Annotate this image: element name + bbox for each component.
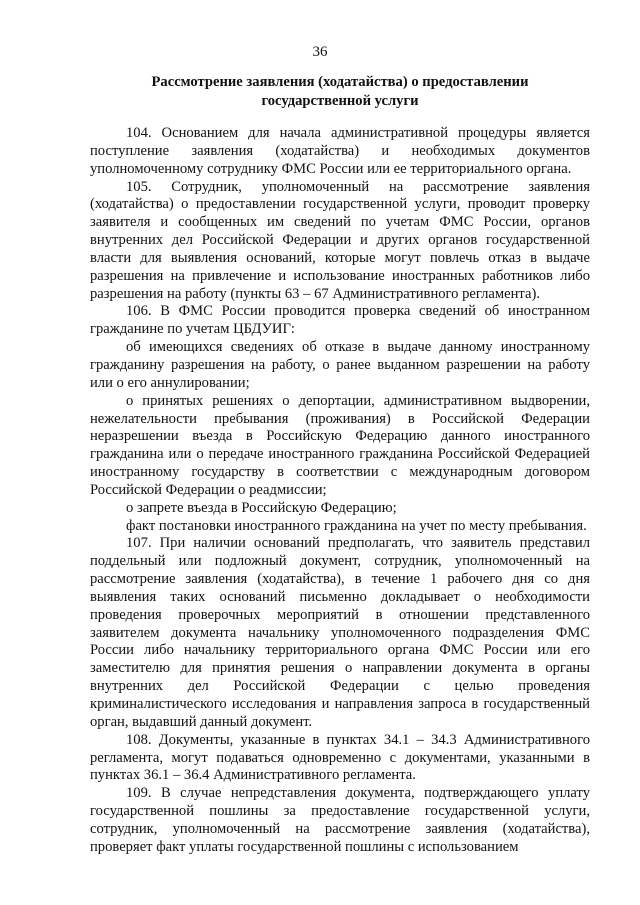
paragraph-109: 109. В случае непредставления документа, подтверждающего уплату государственной пошлины за предоставление государственной услуги, сотрудник, уполномоченный на рассмотрение заявления (ходатайства), проверяет факт уплаты государственной пошлины с использованием (90, 785, 590, 855)
section-title-line-2: государственной услуги (261, 93, 419, 109)
document-body (90, 125, 590, 857)
paragraph-106-item-entry-ban: о запрете въезда в Российскую Федерацию; (126, 499, 397, 516)
paragraph-106: 106. В ФМС России проводится проверка сведений об иностранном гражданине по учетам ЦБДУИГ: (90, 303, 590, 338)
paragraph-104: 104. Основанием для начала административной процедуры является поступление заявления (ходатайства) и необходимых документов уполномоченному сотруднику ФМС России или ее территориального органа. (90, 125, 590, 177)
paragraph-105: 105. Сотрудник, уполномоченный на рассмотрение заявления (ходатайства) о предоставлении государственной услуги, проводит проверку заявителя и сообщенных им сведений по учетам ФМС России, органов внутренних дел Российской Федерации и других органов государственной власти для выявления оснований, которые могут повлечь отказ в выдаче разрешения на привлечение и использование иностранных работников либо разрешения на работу (пункты 63 – 67 Административного регламента). (90, 178, 590, 302)
section-title (90, 73, 590, 111)
paragraph-106-item-deportation: о принятых решениях о депортации, административном выдворении, нежелательности пребывания (проживания) в Российской Федерации неразрешении въезда в Российскую Федерацию данного иностранного гражданина или о передаче иностранного гражданина Российской Федерацией иностранному государству в соответствии с международным договором Российской Федерации о реадмиссии; (90, 392, 590, 498)
paragraph-108: 108. Документы, указанные в пунктах 34.1 – 34.3 Административного регламента, могут подаваться одновременно с документами, указанными в пунктах 36.1 – 36.4 Административного регламента. (90, 731, 590, 784)
section-title-line-1: Рассмотрение заявления (ходатайства) о предоставлении (151, 74, 529, 90)
paragraph-106-item-refusal: об имеющихся сведениях об отказе в выдаче данному иностранному гражданину разрешения на работу, о ранее выданном разрешении на работу или о его аннулировании; (90, 339, 590, 391)
page-number: 36 (312, 44, 328, 60)
paragraph-106-item-registration: факт постановки иностранного гражданина на учет по месту пребывания. (126, 517, 587, 534)
paragraph-107: 107. При наличии оснований предполагать, что заявитель представил поддельный или подложный документ, сотрудник, уполномоченный на рассмотрение заявления (ходатайства), в течение 1 рабочего дня со дня выявления таких оснований письменно докладывает о необходимости проведения проверочных мероприятий в отношении представленного заявителем документа начальнику уполномоченного подразделения ФМС России либо начальнику территориального органа ФМС России или его заместителю для принятия решения о направлении документа в органы внутренних дел Российской Федерации с целью проведения криминалистического исследования и направления запроса в государственный орган, выдавший данный документ. (90, 535, 590, 730)
